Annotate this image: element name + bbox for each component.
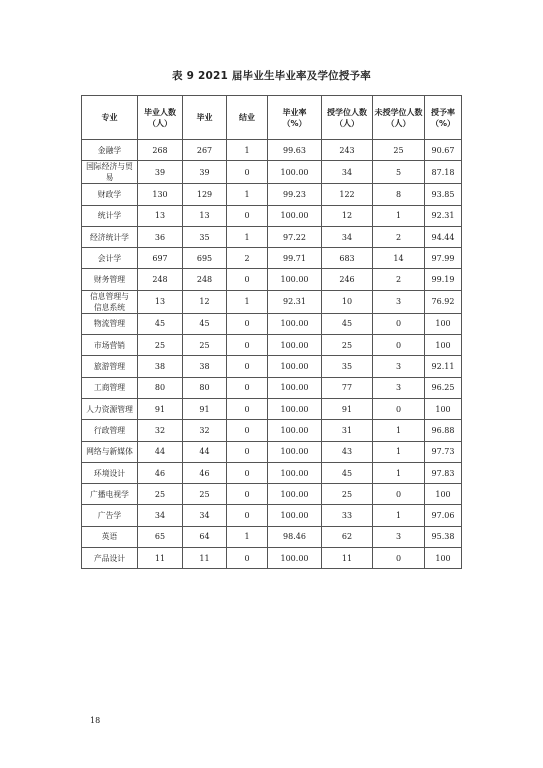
- table-cell-degree-not-awarded-count: 3: [373, 290, 425, 313]
- table-cell-degree-award-rate: 92.11: [425, 356, 462, 377]
- table-cell-degree-not-awarded-count: 14: [373, 248, 425, 269]
- table-cell-graduation-rate: 100.00: [268, 462, 322, 483]
- table-cell-graduates-count: 25: [138, 484, 183, 505]
- table-cell-major: 人力资源管理: [82, 398, 138, 419]
- graduation-rate-table: [81, 95, 462, 569]
- table-row: [82, 269, 462, 290]
- page-number: 18: [90, 716, 101, 725]
- table-cell-degree-not-awarded-count: 5: [373, 161, 425, 184]
- table-cell-degree-awarded-count: 34: [322, 161, 373, 184]
- table-cell-completed-only: 2: [227, 248, 268, 269]
- table-cell-major: 广播电视学: [82, 484, 138, 505]
- table-cell-degree-awarded-count: 33: [322, 505, 373, 526]
- table-row: [82, 184, 462, 205]
- table-cell-degree-award-rate: 87.18: [425, 161, 462, 184]
- table-cell-graduated: 13: [183, 205, 227, 226]
- table-row: [82, 377, 462, 398]
- table-cell-graduates-count: 32: [138, 420, 183, 441]
- table-row: [82, 313, 462, 334]
- table-cell-graduation-rate: 100.00: [268, 484, 322, 505]
- table-cell-degree-not-awarded-count: 1: [373, 462, 425, 483]
- column-header-degree-awarded-count: 授学位人数 （人）: [322, 96, 373, 140]
- table-cell-graduation-rate: 100.00: [268, 161, 322, 184]
- table-row: [82, 441, 462, 462]
- table-row: [82, 335, 462, 356]
- table-cell-degree-not-awarded-count: 0: [373, 548, 425, 569]
- table-cell-graduated: 34: [183, 505, 227, 526]
- table-cell-degree-not-awarded-count: 3: [373, 356, 425, 377]
- table-cell-graduated: 695: [183, 248, 227, 269]
- table-cell-graduation-rate: 100.00: [268, 420, 322, 441]
- table-cell-degree-not-awarded-count: 1: [373, 441, 425, 462]
- table-cell-degree-award-rate: 100: [425, 335, 462, 356]
- table-cell-degree-not-awarded-count: 2: [373, 269, 425, 290]
- table-row: [82, 161, 462, 184]
- table-row: [82, 484, 462, 505]
- table-cell-graduation-rate: 99.23: [268, 184, 322, 205]
- table-title: 表 9 2021 届毕业生毕业率及学位授予率: [172, 70, 371, 82]
- table-cell-major: 国际经济与贸易: [82, 161, 138, 184]
- table-cell-degree-award-rate: 100: [425, 548, 462, 569]
- table-cell-degree-award-rate: 97.73: [425, 441, 462, 462]
- table-cell-degree-not-awarded-count: 25: [373, 140, 425, 161]
- table-cell-graduates-count: 13: [138, 205, 183, 226]
- table-cell-major: 工商管理: [82, 377, 138, 398]
- table-cell-graduated: 248: [183, 269, 227, 290]
- table-cell-degree-award-rate: 95.38: [425, 526, 462, 547]
- table-cell-completed-only: 0: [227, 205, 268, 226]
- table-cell-graduates-count: 13: [138, 290, 183, 313]
- table-cell-degree-not-awarded-count: 8: [373, 184, 425, 205]
- table-cell-graduated: 25: [183, 484, 227, 505]
- table-cell-graduation-rate: 100.00: [268, 548, 322, 569]
- table-cell-degree-award-rate: 94.44: [425, 226, 462, 247]
- table-cell-degree-awarded-count: 683: [322, 248, 373, 269]
- table-row: [82, 462, 462, 483]
- table-row: [82, 420, 462, 441]
- table-cell-degree-awarded-count: 11: [322, 548, 373, 569]
- table-cell-graduation-rate: 100.00: [268, 505, 322, 526]
- table-cell-graduated: 267: [183, 140, 227, 161]
- table-cell-graduated: 39: [183, 161, 227, 184]
- table-cell-graduation-rate: 98.46: [268, 526, 322, 547]
- table-cell-graduates-count: 38: [138, 356, 183, 377]
- table-cell-degree-awarded-count: 25: [322, 335, 373, 356]
- table-cell-degree-award-rate: 97.83: [425, 462, 462, 483]
- column-header-graduated: 毕业: [183, 96, 227, 140]
- table-cell-graduated: 46: [183, 462, 227, 483]
- table-cell-completed-only: 1: [227, 526, 268, 547]
- table-cell-degree-award-rate: 90.67: [425, 140, 462, 161]
- table-cell-major: 产品设计: [82, 548, 138, 569]
- table-cell-completed-only: 1: [227, 290, 268, 313]
- table-cell-degree-awarded-count: 31: [322, 420, 373, 441]
- table-cell-major: 财政学: [82, 184, 138, 205]
- table-cell-graduated: 32: [183, 420, 227, 441]
- table-cell-degree-awarded-count: 25: [322, 484, 373, 505]
- table-cell-major: 广告学: [82, 505, 138, 526]
- table-cell-graduation-rate: 97.22: [268, 226, 322, 247]
- table-cell-completed-only: 0: [227, 441, 268, 462]
- table-cell-graduated: 44: [183, 441, 227, 462]
- table-row: [82, 526, 462, 547]
- table-header-row: [82, 96, 462, 140]
- table-cell-completed-only: 0: [227, 548, 268, 569]
- table-cell-completed-only: 0: [227, 356, 268, 377]
- table-cell-degree-award-rate: 100: [425, 484, 462, 505]
- table-cell-major: 行政管理: [82, 420, 138, 441]
- table-cell-graduation-rate: 99.63: [268, 140, 322, 161]
- table-cell-degree-award-rate: 92.31: [425, 205, 462, 226]
- table-row: [82, 140, 462, 161]
- column-header-completed-only: 结业: [227, 96, 268, 140]
- table-cell-graduation-rate: 100.00: [268, 398, 322, 419]
- table-cell-degree-not-awarded-count: 0: [373, 484, 425, 505]
- table-row: [82, 505, 462, 526]
- table-cell-graduated: 35: [183, 226, 227, 247]
- table-cell-major: 金融学: [82, 140, 138, 161]
- column-header-degree-award-rate: 授予率 （%）: [425, 96, 462, 140]
- table-cell-degree-award-rate: 100: [425, 398, 462, 419]
- table-cell-completed-only: 0: [227, 420, 268, 441]
- table-cell-completed-only: 0: [227, 484, 268, 505]
- table-cell-degree-not-awarded-count: 1: [373, 420, 425, 441]
- table-row: [82, 205, 462, 226]
- table-cell-graduation-rate: 100.00: [268, 441, 322, 462]
- table-cell-degree-awarded-count: 35: [322, 356, 373, 377]
- table-cell-graduates-count: 45: [138, 313, 183, 334]
- table-row: [82, 226, 462, 247]
- column-header-graduation-rate: 毕业率 （%）: [268, 96, 322, 140]
- table-cell-degree-awarded-count: 62: [322, 526, 373, 547]
- table-cell-graduated: 45: [183, 313, 227, 334]
- table-cell-major: 物流管理: [82, 313, 138, 334]
- table-cell-degree-award-rate: 99.19: [425, 269, 462, 290]
- table-cell-degree-not-awarded-count: 0: [373, 398, 425, 419]
- table-cell-graduation-rate: 100.00: [268, 313, 322, 334]
- table-cell-graduates-count: 65: [138, 526, 183, 547]
- table-cell-major: 网络与新媒体: [82, 441, 138, 462]
- table-cell-graduation-rate: 100.00: [268, 356, 322, 377]
- table-cell-graduates-count: 36: [138, 226, 183, 247]
- table-cell-degree-award-rate: 100: [425, 313, 462, 334]
- table-cell-degree-awarded-count: 10: [322, 290, 373, 313]
- table-cell-graduates-count: 697: [138, 248, 183, 269]
- column-header-degree-not-awarded-count: 未授学位人数 （人）: [373, 96, 425, 140]
- column-header-major: 专业: [82, 96, 138, 140]
- table-row: [82, 356, 462, 377]
- table-cell-degree-not-awarded-count: 0: [373, 335, 425, 356]
- table-cell-completed-only: 1: [227, 140, 268, 161]
- table-cell-completed-only: 0: [227, 462, 268, 483]
- table-cell-major: 信息管理与 信息系统: [82, 290, 138, 313]
- table-cell-graduates-count: 25: [138, 335, 183, 356]
- table-cell-graduation-rate: 92.31: [268, 290, 322, 313]
- table-cell-completed-only: 0: [227, 377, 268, 398]
- table-cell-degree-not-awarded-count: 0: [373, 313, 425, 334]
- table-cell-degree-awarded-count: 43: [322, 441, 373, 462]
- table-cell-graduated: 25: [183, 335, 227, 356]
- table-cell-graduates-count: 11: [138, 548, 183, 569]
- table-cell-graduates-count: 268: [138, 140, 183, 161]
- table-cell-degree-not-awarded-count: 2: [373, 226, 425, 247]
- table-row: [82, 548, 462, 569]
- table-cell-graduation-rate: 100.00: [268, 335, 322, 356]
- table-cell-degree-awarded-count: 91: [322, 398, 373, 419]
- table-cell-graduates-count: 130: [138, 184, 183, 205]
- table-cell-degree-award-rate: 96.88: [425, 420, 462, 441]
- table-cell-degree-not-awarded-count: 1: [373, 505, 425, 526]
- table-cell-degree-awarded-count: 77: [322, 377, 373, 398]
- table-cell-major: 会计学: [82, 248, 138, 269]
- table-cell-graduation-rate: 99.71: [268, 248, 322, 269]
- table-cell-degree-awarded-count: 122: [322, 184, 373, 205]
- table-cell-completed-only: 0: [227, 313, 268, 334]
- table-cell-graduates-count: 44: [138, 441, 183, 462]
- table-cell-degree-awarded-count: 243: [322, 140, 373, 161]
- table-cell-graduated: 38: [183, 356, 227, 377]
- table-cell-major: 英语: [82, 526, 138, 547]
- table-cell-major: 旅游管理: [82, 356, 138, 377]
- table-cell-degree-award-rate: 97.99: [425, 248, 462, 269]
- table-cell-graduated: 64: [183, 526, 227, 547]
- table-cell-graduated: 11: [183, 548, 227, 569]
- table-cell-major: 市场营销: [82, 335, 138, 356]
- table-cell-completed-only: 0: [227, 505, 268, 526]
- table-cell-graduates-count: 80: [138, 377, 183, 398]
- table-cell-graduation-rate: 100.00: [268, 205, 322, 226]
- table-cell-graduation-rate: 100.00: [268, 269, 322, 290]
- table-cell-degree-award-rate: 76.92: [425, 290, 462, 313]
- table-cell-graduated: 12: [183, 290, 227, 313]
- table-row: [82, 398, 462, 419]
- table-cell-graduation-rate: 100.00: [268, 377, 322, 398]
- table-cell-degree-not-awarded-count: 3: [373, 526, 425, 547]
- table-cell-major: 统计学: [82, 205, 138, 226]
- table-cell-completed-only: 1: [227, 226, 268, 247]
- table-row: [82, 290, 462, 313]
- table-body: [82, 140, 462, 569]
- table-cell-graduates-count: 46: [138, 462, 183, 483]
- table-cell-degree-awarded-count: 34: [322, 226, 373, 247]
- table-cell-major: 经济统计学: [82, 226, 138, 247]
- table-cell-degree-awarded-count: 12: [322, 205, 373, 226]
- table-cell-graduates-count: 91: [138, 398, 183, 419]
- column-header-graduates-count: 毕业人数 （人）: [138, 96, 183, 140]
- table-cell-graduates-count: 39: [138, 161, 183, 184]
- table-cell-graduated: 91: [183, 398, 227, 419]
- table-cell-major: 环境设计: [82, 462, 138, 483]
- table-cell-degree-award-rate: 97.06: [425, 505, 462, 526]
- table-cell-degree-awarded-count: 246: [322, 269, 373, 290]
- table-cell-graduated: 80: [183, 377, 227, 398]
- table-cell-major: 财务管理: [82, 269, 138, 290]
- table-cell-degree-award-rate: 96.25: [425, 377, 462, 398]
- table-cell-completed-only: 0: [227, 161, 268, 184]
- table-cell-degree-award-rate: 93.85: [425, 184, 462, 205]
- table-cell-completed-only: 0: [227, 398, 268, 419]
- table-cell-completed-only: 1: [227, 184, 268, 205]
- table-row: [82, 248, 462, 269]
- table-cell-graduates-count: 248: [138, 269, 183, 290]
- table-cell-graduated: 129: [183, 184, 227, 205]
- table-cell-degree-awarded-count: 45: [322, 462, 373, 483]
- table-cell-degree-awarded-count: 45: [322, 313, 373, 334]
- table-cell-degree-not-awarded-count: 1: [373, 205, 425, 226]
- table-cell-graduates-count: 34: [138, 505, 183, 526]
- table-cell-completed-only: 0: [227, 335, 268, 356]
- table-cell-degree-not-awarded-count: 3: [373, 377, 425, 398]
- table-cell-completed-only: 0: [227, 269, 268, 290]
